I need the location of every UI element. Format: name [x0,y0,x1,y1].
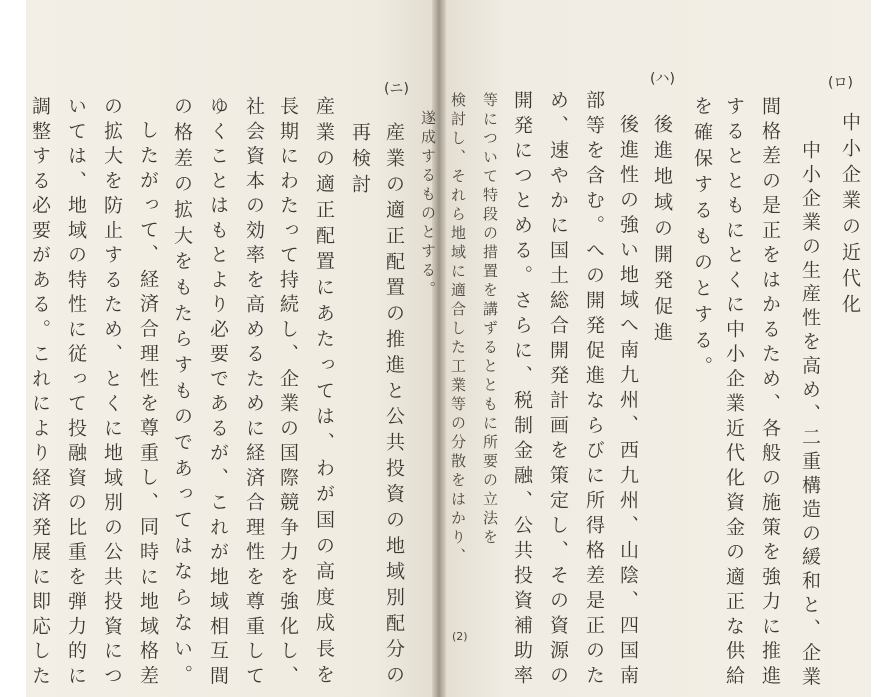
right-col-12: 検討し、それら地域に適合した工業等の分散をはかり、 [449,92,467,567]
right-col-10: 開発につとめる。さらに、税制金融、公共投資補助率 [511,90,533,690]
right-col-8: 部等を含む。への開発促進ならびに所得格差是正のた [583,90,605,690]
book-gutter [432,0,446,697]
right-col-5: を確保するものとする。 [691,96,713,382]
left-col-1: 産業の適正配置の推進と公共投資の地域別配分の [383,122,405,690]
left-col-10: いては、地域の特性に従って投融資の比重を弾力的に [65,96,87,690]
left-col-9: の拡大を防止するため、とくに地域別の公共投資につ [101,96,123,690]
left-col-8: したがって、経済合理性を尊重し、同時に地域格差 [137,120,159,690]
right-col-4: するとともにとくに中小企業近代化資金の適正な供給 [723,96,745,690]
left-page [26,0,438,697]
right-col-13: 遂成するものとする。 [419,110,437,300]
left-col-11: 調整する必要がある。これにより経済発展に即応した [29,96,51,690]
left-col-6: ゆくことはもとより必要であるが、これが地域相互間 [207,96,229,690]
page-number: (2) [452,630,468,643]
right-col-6: 後進地域の開発促進 [651,114,673,348]
right-col-11: 等について特段の措置を講ずるとともに所要の立法を [481,92,499,548]
right-col-7: 後進性の強い地域へ南九州、西九州、山陰、四国南 [617,114,639,690]
right-col-2: 中小企業の生産性を高め、二重構造の緩和と、企業 [799,140,821,690]
left-col-4: 長期にわたって持続し、企業の国際競争力を強化し、 [277,96,299,690]
heading-ha: (ハ) [650,71,675,87]
right-col-9: め、速やかに国土総合開発計画を策定し、その資源の [547,90,569,690]
left-col-7: の格差の拡大をもたらすものであってはならない。 [171,96,193,690]
right-col-1: 中小企業の近代化 [839,112,861,320]
heading-ro: (ロ) [828,75,853,91]
left-col-5: 社会資本の効率を高めるために経済合理性を尊重して [243,96,265,690]
heading-ni: (ニ) [384,81,409,97]
right-col-3: 間格差の是正をはかるため、各般の施策を強力に推進 [759,96,781,690]
left-col-2: 再検討 [349,122,371,200]
left-col-3: 産業の適正配置にあたっては、わが国の高度成長を [313,96,335,690]
